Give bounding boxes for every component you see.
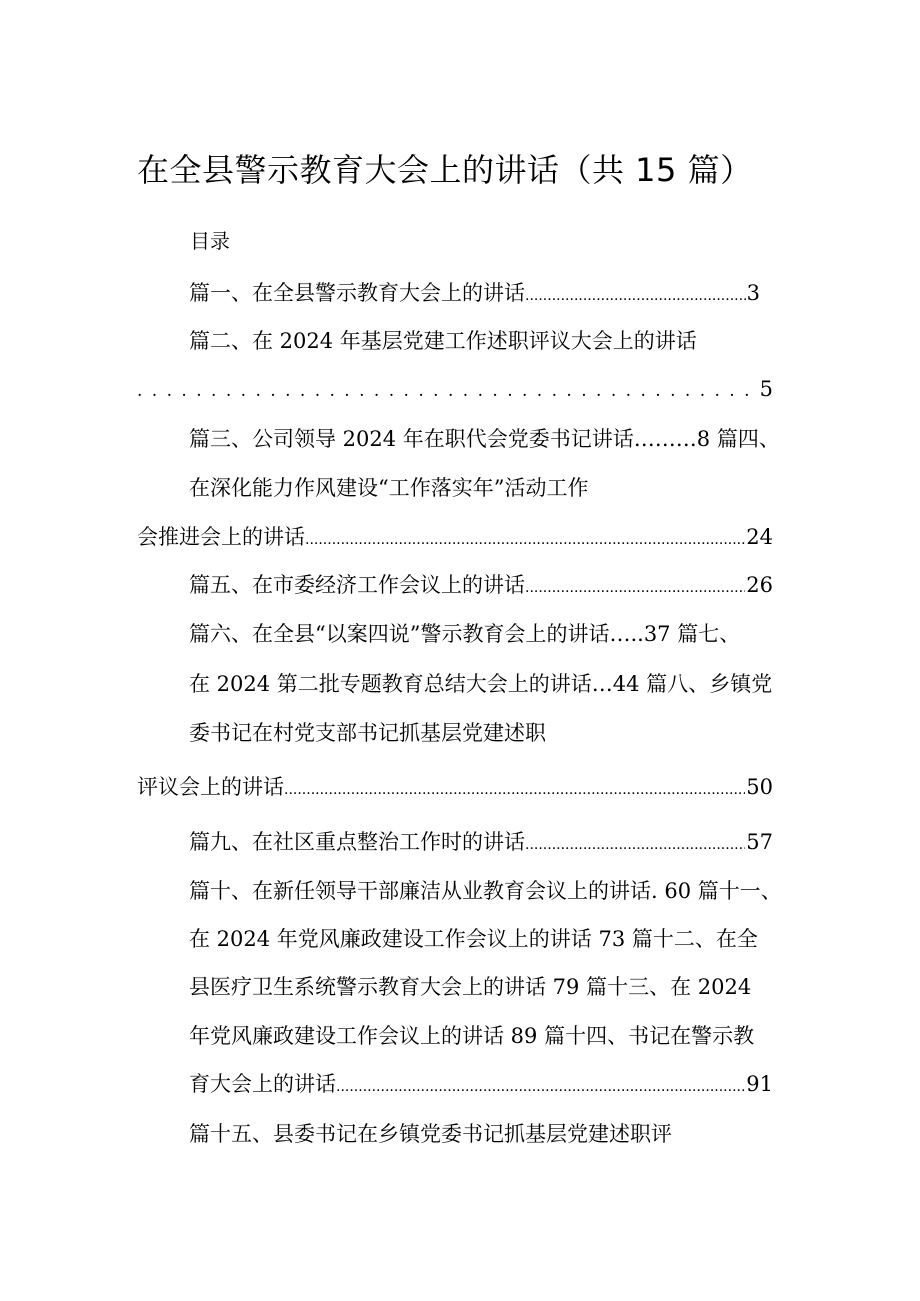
toc-entry-text: 篇三、公司领导 2024 年在职代会党委书记讲话………8 篇四、	[189, 427, 780, 451]
toc-leader-dots	[305, 520, 745, 557]
toc-entry-3[interactable]	[189, 422, 780, 456]
toc-leader-dots	[525, 276, 746, 313]
toc-entry-11[interactable]	[189, 922, 758, 956]
toc-entry-text: 县医疗卫生系统警示教育大会上的讲话 79 篇十三、在 2024	[189, 975, 752, 999]
toc-page-number: 26	[746, 573, 773, 597]
toc-entry-text: 篇五、在市委经济工作会议上的讲话	[189, 573, 525, 597]
toc-entry-13[interactable]	[189, 1019, 754, 1053]
document-title: 在全县警示教育大会上的讲话（共 15 篇）	[137, 151, 753, 189]
toc-entry-text: 篇二、在 2024 年基层党建工作述职评议大会上的讲话	[189, 329, 697, 353]
toc-entry-4[interactable]	[189, 471, 588, 505]
toc-entry-8[interactable]	[189, 716, 546, 750]
toc-entry-text: 篇十、在新任领导干部廉洁从业教育会议上的讲话. 60 篇十一、	[189, 879, 782, 903]
toc-entry-15[interactable]	[189, 1117, 672, 1151]
toc-page-number: 3	[746, 281, 760, 305]
toc-entry-7[interactable]	[189, 667, 772, 701]
toc-entry-9[interactable]	[189, 825, 773, 859]
toc-entry-2[interactable]	[189, 324, 697, 358]
toc-leader-dots	[284, 770, 745, 807]
toc-entry-text: 篇六、在全县“以案四说”警示教育会上的讲话…..37 篇七、	[189, 622, 741, 646]
toc-entry-text: 会推进会上的讲话	[137, 525, 305, 549]
toc-entry-text: 篇九、在社区重点整治工作时的讲话	[189, 830, 525, 854]
toc-entry-1[interactable]	[189, 276, 760, 310]
toc-entry-text: 在深化能力作风建设“工作落实年”活动工作	[189, 476, 589, 500]
toc-entry-12[interactable]	[189, 970, 751, 1004]
toc-leader-dots	[525, 568, 745, 605]
toc-leader-dots	[336, 1067, 745, 1104]
toc-page-number: 24	[746, 525, 773, 549]
toc-entry-2-page-line[interactable]	[137, 372, 773, 406]
toc-heading: 目录	[190, 229, 230, 253]
toc-entry-text: 篇十五、县委书记在乡镇党委书记抓基层党建述职评	[189, 1122, 672, 1146]
toc-entry-text: 评议会上的讲话	[137, 775, 284, 799]
toc-page-number: 5	[759, 377, 773, 401]
toc-leader-dots	[525, 825, 745, 862]
toc-page-number: 57	[746, 830, 773, 854]
toc-entry-text: 年党风廉政建设工作会议上的讲话 89 篇十四、书记在警示教	[189, 1024, 755, 1048]
toc-entry-text: 在 2024 年党风廉政建设工作会议上的讲话 73 篇十二、在全	[189, 927, 758, 951]
toc-entry-14[interactable]	[189, 1067, 773, 1101]
toc-entry-6[interactable]	[189, 617, 740, 651]
toc-entry-text: 委书记在村党支部书记抓基层党建述职	[189, 721, 546, 745]
toc-page-number: 50	[746, 775, 773, 799]
toc-entry-5[interactable]	[189, 568, 773, 602]
toc-page-number: 91	[746, 1072, 773, 1096]
toc-entry-text: 育大会上的讲话	[189, 1072, 336, 1096]
toc-entry-text: 在 2024 第二批专题教育总结大会上的讲话…44 篇八、乡镇党	[189, 672, 773, 696]
toc-entry-text: 篇一、在全县警示教育大会上的讲话	[189, 281, 525, 305]
toc-leader-dots	[137, 372, 759, 408]
toc-entry-8-continued[interactable]	[137, 770, 773, 804]
toc-entry-4-continued[interactable]	[137, 520, 773, 554]
toc-entry-10[interactable]	[189, 874, 782, 908]
